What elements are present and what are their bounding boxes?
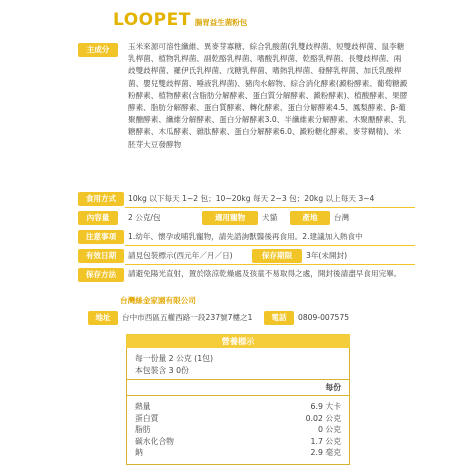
notes-label: 注意事項 bbox=[78, 230, 124, 244]
phone-label: 電話 bbox=[264, 311, 294, 325]
phone-value: 0809-007575 bbox=[298, 313, 350, 322]
validity-value: 請見包裝標示(西元年／月／日) bbox=[128, 251, 233, 260]
ingredients-label: 主成分 bbox=[78, 43, 118, 57]
nutrient-value: 1.7 公克 bbox=[310, 436, 341, 446]
content-label: 內容量 bbox=[78, 211, 118, 225]
nutrition-table bbox=[126, 334, 350, 465]
content-value: 2 公克/包 bbox=[128, 213, 161, 222]
nutrient-name: 脂肪 bbox=[135, 425, 151, 435]
nutrition-row bbox=[135, 447, 341, 458]
nutrient-name: 碳水化合物 bbox=[135, 436, 174, 446]
nutrition-row bbox=[135, 436, 341, 447]
suitable-label: 適用寵物 bbox=[202, 211, 258, 225]
usage-label: 食用方式 bbox=[78, 192, 124, 206]
serving-size: 每一份量 2 公克 (1包) bbox=[135, 354, 214, 363]
brand-logo: LOOPET bbox=[113, 10, 191, 30]
nutrition-title: 營養標示 bbox=[126, 334, 350, 348]
nutrient-value: 0.02 公克 bbox=[305, 413, 341, 423]
per-serving-label: 每份 bbox=[325, 383, 341, 392]
company-name: 台灣絲金家園有限公司 bbox=[120, 296, 196, 305]
origin-label: 產地 bbox=[290, 211, 330, 225]
usage-value: 10kg 以下每天 1~2 包；10~20kg 每天 2~3 包；20kg 以上每天 3~4 bbox=[128, 194, 375, 203]
nutrient-value: 2.9 毫克 bbox=[310, 447, 341, 457]
product-name: 腸胃益生菌粉包 bbox=[194, 18, 248, 27]
nutrient-name: 熱量 bbox=[135, 402, 151, 412]
suitable-value: 犬貓 bbox=[262, 213, 278, 222]
nutrient-value: 6.9 大卡 bbox=[310, 402, 341, 412]
nutrition-row bbox=[135, 401, 341, 412]
validity-underline bbox=[125, 264, 415, 265]
storage-value: 請避免陽光直射，置於陰涼乾燥處及孩童不易取得之處，開封後請盡早食用完畢。 bbox=[128, 269, 402, 278]
storage-label: 保存方法 bbox=[78, 268, 124, 282]
usage-underline bbox=[125, 207, 415, 208]
ingredients-value: 玉米來源可溶性纖維、異麥芽寡糖、綜合乳酸菌(乳雙歧桿菌、短雙歧桿菌、鼠李糖乳桿菌、植物乳桿菌、副乾酪乳桿菌、嗜酸乳桿菌、乾酪乳桿菌、長雙歧桿菌、兩歧雙歧桿菌、羅伊氏乳桿菌、戊糖乳桿菌、嗜熱乳桿菌、發酵乳桿菌、加氏乳酸桿菌、嬰兒雙歧桿菌、唾液乳桿菌)、豬肉水解物、綜合消化酵素(澱粉酵素、葡萄糖澱粉酵素、植物酵素(含脂肪分解酵素、蛋白質分解酵素、澱粉酵素)、植酸酵素、果膠酵素、脂肪分解酵素、蛋白質酵素、轉化酵素、蛋白分解酵素4.5、鳳梨酵素、β-葡聚醣酵素、纖維分解酵素、蛋白分解酵素3.0、半纖維素分解酵素、木聚醣酵素、乳糖酵素、木瓜酵素、雜肽酵素、蛋白分解酵素6.0、澱粉糖化酵素、麥芽糊精)、米胚芽大豆發酵物 bbox=[128, 42, 408, 149]
shelf-life-value: 3年(未開封) bbox=[306, 251, 348, 260]
nutrient-name: 鈉 bbox=[135, 447, 143, 457]
nutrient-name: 蛋白質 bbox=[135, 413, 159, 423]
shelf-life-label: 保存期限 bbox=[252, 249, 302, 263]
notes-value: 1.幼年、懷孕或哺乳寵物，請先諮詢獸醫後再食用。2.建議加入熱食中 bbox=[128, 232, 363, 241]
nutrient-value: 0 公克 bbox=[317, 425, 341, 435]
notes-underline bbox=[125, 245, 415, 246]
validity-label: 有效日期 bbox=[78, 249, 124, 263]
nutrition-row bbox=[135, 424, 341, 435]
brand-header bbox=[113, 8, 247, 33]
address-label: 地址 bbox=[88, 311, 118, 325]
address-value: 台中市西區五權西路一段237號7樓之1 bbox=[122, 313, 253, 322]
nutrition-row bbox=[135, 413, 341, 424]
servings-per-pack: 本包裝含 3 0份 bbox=[135, 365, 189, 375]
origin-value: 台灣 bbox=[334, 213, 350, 222]
